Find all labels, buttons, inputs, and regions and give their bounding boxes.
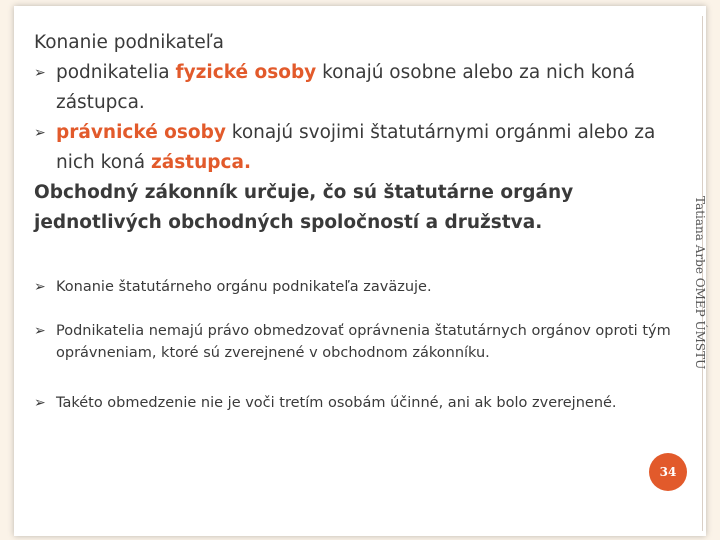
arrow-bullet-icon: ➢ (34, 125, 46, 141)
slide-content (34, 28, 674, 414)
page-number-badge: 34 (649, 453, 687, 491)
side-text: Tatiana Arbe OMEP ÚMSTU (693, 196, 707, 370)
bullet-item: ➢ právnické osoby konajú svojimi štatutárnymi orgánmi alebo za nich koná zástupca. (34, 118, 674, 178)
arrow-bullet-icon: ➢ (34, 279, 46, 295)
bullet-item: ➢ Konanie štatutárneho orgánu podnikateľa zaväzuje. (34, 276, 674, 298)
arrow-bullet-icon: ➢ (34, 65, 46, 81)
heading: Konanie podnikateľa (34, 32, 225, 53)
statement: Obchodný zákonník určuje, čo sú štatutárne orgány jednotlivých obchodných spoločností a družstva. (34, 182, 574, 233)
bullet-item: ➢ podnikatelia fyzické osoby konajú osobne alebo za nich koná zástupca. (34, 58, 674, 118)
bullet-item: ➢ Takéto obmedzenie nie je voči tretím osobám účinné, ani ak bolo zverejnené. (34, 392, 696, 414)
bullet-item: ➢ Podnikatelia nemajú právo obmedzovať oprávnenia štatutárnych orgánov oproti tým oprávneniam, ktoré sú zverejnené v obchodnom zákonníku. (34, 320, 676, 364)
arrow-bullet-icon: ➢ (34, 323, 46, 339)
arrow-bullet-icon: ➢ (34, 395, 46, 411)
